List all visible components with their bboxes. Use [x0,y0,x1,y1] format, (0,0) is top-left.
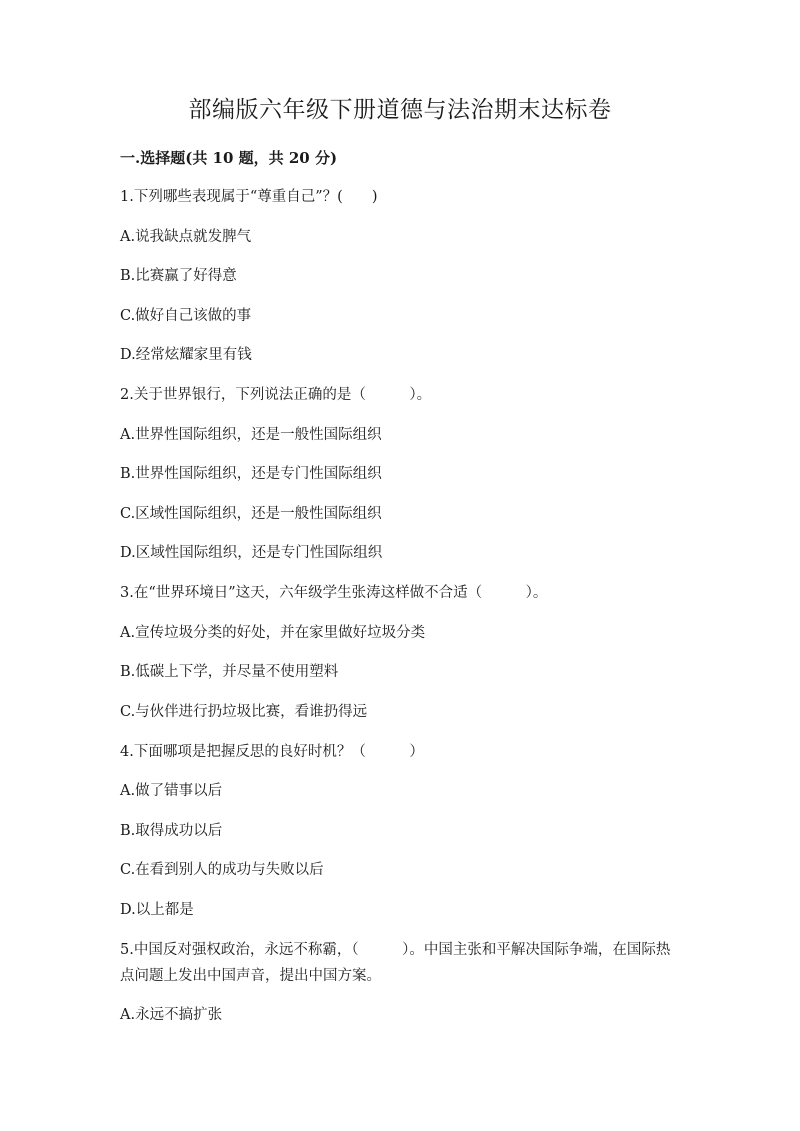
question-4-stem: 4.下面哪项是把握反思的良好时机？（ ） [120,744,424,760]
question-2-stem: 2.关于世界银行，下列说法正确的是（ ）。 [120,387,432,403]
question-4-option-a: A.做了错事以后 [120,783,223,799]
question-3-option-b: B.低碳上下学，并尽量不使用塑料 [120,664,339,680]
question-3-option-c: C.与伙伴进行扔垃圾比赛，看谁扔得远 [120,704,368,720]
question-5-stem: 5.中国反对强权政治，永远不称霸，（ ）。中国主张和平解决国际争端，在国际热点问题上发出中国声音，提出中国方案。 [120,942,671,984]
question-2-option-a: A.世界性国际组织，还是一般性国际组织 [120,427,382,443]
question-3-stem: 3.在“世界环境日”这天，六年级学生张涛这样做不合适（ ）。 [120,585,548,601]
question-1-stem: 1.下列哪些表现属于“尊重自己”？( ) [120,189,378,205]
question-1-option-d: D.经常炫耀家里有钱 [120,347,252,363]
question-5-option-a: A.永远不搞扩张 [120,1007,223,1023]
question-4-option-b: B.取得成功以后 [120,823,223,839]
question-3-option-a: A.宣传垃圾分类的好处，并在家里做好垃圾分类 [120,625,426,641]
section-heading: 一.选择题(共 10 题，共 20 分) [120,149,338,167]
question-2-option-c: C.区域性国际组织，还是一般性国际组织 [120,506,382,522]
question-1-option-c: C.做好自己该做的事 [120,308,252,324]
question-2-option-b: B.世界性国际组织，还是专门性国际组织 [120,466,382,482]
page-title: 部编版六年级下册道德与法治期末达标卷 [188,97,612,123]
question-1-option-a: A.说我缺点就发脾气 [120,229,252,245]
question-4-option-d: D.以上都是 [120,902,194,918]
question-1-option-b: B.比赛赢了好得意 [120,268,237,284]
question-2-option-d: D.区域性国际组织，还是专门性国际组织 [120,545,383,561]
question-4-option-c: C.在看到别人的成功与失败以后 [120,862,324,878]
